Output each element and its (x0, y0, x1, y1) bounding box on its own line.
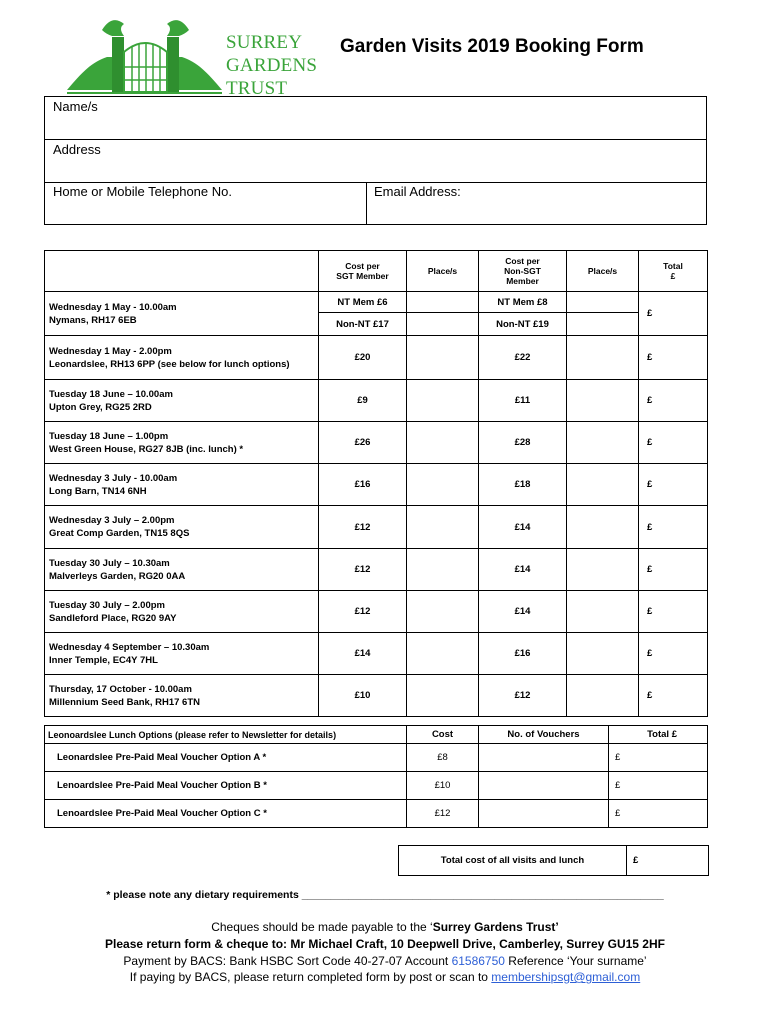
return-address: Please return form & cheque to: Mr Michael Craft, 10 Deepwell Drive, Camberley, Surrey GU15 2HF (105, 937, 665, 951)
lunch-options-table (44, 725, 708, 828)
places-input[interactable] (407, 675, 479, 717)
places-input[interactable] (407, 336, 479, 380)
vouchers-input[interactable] (479, 772, 609, 800)
visit-venue: Sandleford Place, RG20 9AY (49, 612, 177, 624)
cheques-prefix: Cheques should be made payable to the ‘ (211, 920, 433, 934)
lunch-header-vouchers: No. of Vouchers (479, 726, 609, 744)
visit-venue: Inner Temple, EC4Y 7HL (49, 654, 158, 666)
cost-non-sgt: £12 (479, 675, 567, 717)
lunch-header-option: Leonoardslee Lunch Options (please refer to Newsletter for details) (45, 726, 407, 744)
total-input[interactable]: £ (639, 292, 708, 336)
visit-name-cell (45, 464, 319, 506)
places-input[interactable] (567, 313, 639, 336)
visit-venue: Leonardslee, RH13 6PP (see below for lunch options) (49, 358, 290, 370)
cost-non-sgt: £14 (479, 591, 567, 633)
table-row (45, 675, 708, 717)
header-total: Total £ (639, 251, 708, 292)
places-input[interactable] (407, 380, 479, 422)
vouchers-input[interactable] (479, 744, 609, 772)
table-row (45, 591, 708, 633)
places-input[interactable] (567, 549, 639, 591)
page-title: Garden Visits 2019 Booking Form (340, 36, 644, 57)
visit-name-cell (45, 292, 319, 336)
bacs-account: 61586750 (451, 954, 505, 968)
visit-name-cell (45, 591, 319, 633)
post-prefix: If paying by BACS, please return completed form by post or scan to (129, 970, 492, 984)
table-row (45, 506, 708, 549)
total-input[interactable]: £ (639, 422, 708, 464)
places-input[interactable] (407, 506, 479, 549)
dietary-requirements[interactable]: * please note any dietary requirements ______________________________________________________________ (106, 889, 664, 901)
places-input[interactable] (407, 313, 479, 336)
total-input[interactable]: £ (639, 675, 708, 717)
address-label: Address (53, 142, 101, 157)
visit-date: Tuesday 30 July – 2.00pm (49, 599, 165, 611)
lunch-total-input[interactable]: £ (609, 744, 708, 772)
bacs-prefix: Payment by BACS: Bank HSBC Sort Code 40-27-07 Account (123, 954, 452, 968)
non-nt-cost-sgt: Non-NT £17 (319, 313, 407, 336)
lunch-header-row (45, 726, 708, 744)
visit-name-cell (45, 675, 319, 717)
cost-non-sgt: £28 (479, 422, 567, 464)
header-cost-non-sgt: Cost per Non-SGT Member (479, 251, 567, 292)
cost-sgt: £10 (319, 675, 407, 717)
logo-line: GARDENS (226, 55, 318, 76)
table-row (45, 336, 708, 380)
places-input[interactable] (567, 591, 639, 633)
table-row (45, 744, 708, 772)
total-input[interactable]: £ (639, 549, 708, 591)
visit-venue: Millennium Seed Bank, RH17 6TN (49, 696, 200, 708)
visit-date: Wednesday 1 May - 10.00am (49, 301, 177, 313)
cost-sgt: £12 (319, 591, 407, 633)
places-input[interactable] (407, 292, 479, 313)
cost-non-sgt: £16 (479, 633, 567, 675)
total-input[interactable]: £ (639, 464, 708, 506)
logo-line: SURREY (226, 32, 303, 53)
lunch-option-label: Lenoardslee Pre-Paid Meal Voucher Option C * (45, 800, 407, 828)
email-label: Email Address: (374, 184, 461, 199)
visit-date: Wednesday 3 July – 2.00pm (49, 515, 175, 526)
visit-name-cell (45, 336, 319, 380)
cheques-payee: Surrey Gardens Trust’ (432, 920, 559, 934)
grand-total-table (398, 845, 709, 876)
visit-venue: Malverleys Garden, RG20 0AA (49, 570, 186, 582)
membership-email-link[interactable]: membershipsgt@gmail.com (491, 970, 641, 984)
header-cost-sgt: Cost per SGT Member (319, 251, 407, 292)
visit-date: Wednesday 3 July - 10.00am (49, 472, 178, 484)
table-row (45, 800, 708, 828)
places-input[interactable] (567, 292, 639, 313)
grand-total-input[interactable]: £ (627, 846, 709, 876)
cost-sgt: £12 (319, 549, 407, 591)
cost-sgt: £26 (319, 422, 407, 464)
table-row (45, 380, 708, 422)
cost-sgt: £9 (319, 380, 407, 422)
places-input[interactable] (567, 633, 639, 675)
logo-wordmark (226, 31, 317, 100)
visit-venue: West Green House, RG27 8JB (inc. lunch) * (49, 443, 244, 455)
lunch-option-cost: £10 (407, 772, 479, 800)
vouchers-input[interactable] (479, 800, 609, 828)
places-input[interactable] (567, 422, 639, 464)
cost-non-sgt: £14 (479, 506, 567, 549)
table-row (45, 292, 708, 313)
non-nt-cost-non-sgt: Non-NT £19 (479, 313, 567, 336)
visit-name-cell (45, 549, 319, 591)
header-empty (45, 251, 319, 292)
places-input[interactable] (567, 336, 639, 380)
cost-non-sgt: £22 (479, 336, 567, 380)
lunch-header-cost: Cost (407, 726, 479, 744)
table-row (45, 464, 708, 506)
places-input[interactable] (567, 506, 639, 549)
address-field[interactable] (44, 139, 707, 183)
name-label: Name/s (53, 99, 98, 114)
table-row (45, 633, 708, 675)
places-input[interactable] (407, 591, 479, 633)
places-input[interactable] (567, 380, 639, 422)
table-row (45, 422, 708, 464)
visit-date: Tuesday 18 June – 1.00pm (49, 430, 169, 442)
visit-date: Wednesday 1 May - 2.00pm (49, 345, 172, 357)
post-scan-line (0, 970, 770, 984)
visits-table (44, 250, 708, 717)
visit-date: Tuesday 30 July – 10.30am (49, 557, 170, 569)
visit-name-cell (45, 633, 319, 675)
lunch-option-label: Leonardslee Pre-Paid Meal Voucher Option A * (45, 744, 407, 772)
places-input[interactable] (407, 633, 479, 675)
places-input[interactable] (567, 675, 639, 717)
total-input[interactable]: £ (639, 633, 708, 675)
bacs-suffix: Reference ‘Your surname’ (504, 954, 647, 968)
cost-non-sgt: £18 (479, 464, 567, 506)
cost-sgt: £16 (319, 464, 407, 506)
places-input[interactable] (407, 549, 479, 591)
cost-non-sgt: £14 (479, 549, 567, 591)
visit-name-cell (45, 380, 319, 422)
visit-name-cell (45, 422, 319, 464)
cost-non-sgt: £11 (479, 380, 567, 422)
places-input[interactable] (407, 422, 479, 464)
total-input[interactable]: £ (639, 336, 708, 380)
total-input[interactable]: £ (639, 380, 708, 422)
logo-line: TRUST (226, 78, 288, 99)
visit-venue: Great Comp Garden, TN15 8QS (49, 528, 190, 539)
lunch-total-input[interactable]: £ (609, 772, 708, 800)
garden-gate-logo-icon (62, 12, 227, 94)
visit-date: Thursday, 17 October - 10.00am (49, 683, 192, 695)
lunch-option-cost: £12 (407, 800, 479, 828)
nt-member-cost-non-sgt: NT Mem £8 (479, 292, 567, 313)
grand-total-label: Total cost of all visits and lunch (399, 846, 627, 876)
visit-name-cell (45, 506, 319, 549)
phone-label: Home or Mobile Telephone No. (53, 184, 232, 199)
lunch-option-cost: £8 (407, 744, 479, 772)
places-input[interactable] (567, 464, 639, 506)
name-field[interactable] (44, 96, 707, 140)
cost-sgt: £20 (319, 336, 407, 380)
cost-sgt: £14 (319, 633, 407, 675)
total-input[interactable]: £ (639, 591, 708, 633)
cost-sgt: £12 (319, 506, 407, 549)
bacs-line (0, 954, 770, 968)
table-header-row (45, 251, 708, 292)
nt-member-cost-sgt: NT Mem £6 (319, 292, 407, 313)
visit-date: Wednesday 4 September – 10.30am (49, 641, 210, 653)
lunch-option-label: Lenoardslee Pre-Paid Meal Voucher Option B * (45, 772, 407, 800)
total-input[interactable]: £ (639, 506, 708, 549)
visit-date: Tuesday 18 June – 10.00am (49, 388, 173, 400)
header-places: Place/s (567, 251, 639, 292)
visit-venue: Upton Grey, RG25 2RD (49, 401, 152, 413)
cheques-line (0, 920, 770, 934)
table-row (45, 549, 708, 591)
places-input[interactable] (407, 464, 479, 506)
lunch-total-input[interactable]: £ (609, 800, 708, 828)
visit-venue: Long Barn, TN14 6NH (49, 485, 147, 497)
visit-venue: Nymans, RH17 6EB (49, 314, 137, 326)
table-row (45, 772, 708, 800)
header-places: Place/s (407, 251, 479, 292)
lunch-header-total: Total £ (609, 726, 708, 744)
